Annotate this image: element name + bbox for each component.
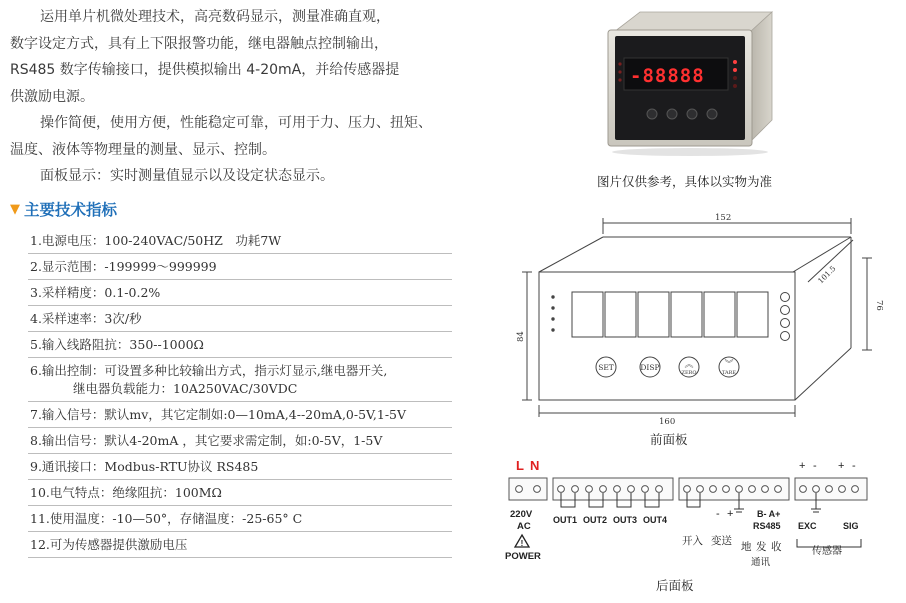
rs485-pins-label: B- A+ xyxy=(757,509,781,519)
spec-row-line: 继电器负载能力：10A250VAC/30VDC xyxy=(73,381,298,396)
power-voltage-label: 220V xyxy=(510,509,533,520)
spec-row: 7.输入信号：默认mv，其它定制如:0—10mA,4--20mA,0-5V,1-5V xyxy=(28,402,452,428)
intro-line: 供激励电源。 xyxy=(10,88,94,105)
spec-row: 12.可为传感器提供激励电压 xyxy=(28,532,452,558)
triangle-bullet-icon: ▼ xyxy=(10,201,20,217)
tare-button-label: TARE xyxy=(721,370,737,376)
dim-right-label: 76 xyxy=(874,300,884,311)
transmit-plus-label: + xyxy=(727,508,734,520)
rear-panel-caption: 后面板 xyxy=(656,578,694,593)
intro-line: 数字设定方式，具有上下限报警功能，继电器触点控制输出， xyxy=(10,35,388,52)
intro-line: 运用单片机微处理技术，高亮数码显示，测量准确直观， xyxy=(40,9,390,25)
tongxun-label: 通讯 xyxy=(751,557,771,568)
dim-top-label: 152 xyxy=(715,213,732,223)
spec-row: 2.显示范围：-199999～999999 xyxy=(28,254,452,280)
set-button-label: SET xyxy=(598,363,614,372)
spec-row xyxy=(28,358,452,402)
sig-minus-label: - xyxy=(852,460,856,472)
out3-label: OUT3 xyxy=(613,515,638,525)
intro-line: RS485 数字传输接口，提供模拟输出 4-20mA，并给传感器提 xyxy=(10,62,400,78)
sig-plus-label: + xyxy=(838,460,845,472)
spec-row: 11.使用温度：-10—50°，存储温度：-25-65° C xyxy=(28,506,452,532)
spec-row: 10.电气特点：绝缘阻抗：100MΩ xyxy=(28,480,452,506)
power-ac-label: AC xyxy=(517,521,531,532)
spec-list xyxy=(28,228,452,558)
spec-row: 8.输出信号：默认4-20mA ，其它要求需定制，如:0-5V，1-5V xyxy=(28,428,452,454)
bian-song-label: 变送 xyxy=(711,535,732,547)
spec-row: 9.通讯接口：Modbus-RTU协议 RS485 xyxy=(28,454,452,480)
power-label: POWER xyxy=(505,551,541,562)
dim-left-label: 84 xyxy=(516,331,526,342)
front-panel-caption: 前面板 xyxy=(650,432,688,447)
zero-button-label: ZERO xyxy=(681,370,697,376)
spec-row: 1.电源电压：100-240VAC/50HZ 功耗7W xyxy=(28,228,452,254)
exc-plus-label: + xyxy=(799,460,806,472)
out1-label: OUT1 xyxy=(553,515,578,525)
exc-label: EXC xyxy=(798,521,817,531)
svg-text:!: ! xyxy=(520,539,524,548)
front-panel-diagram xyxy=(505,200,900,442)
led-display-text: -88888 xyxy=(630,65,705,87)
spec-row: 5.输入线路阻抗：350--1000Ω xyxy=(28,332,452,358)
disp-button-label: DISP xyxy=(640,363,660,372)
out2-label: OUT2 xyxy=(583,515,608,525)
sensor-label: 传感器 xyxy=(812,546,842,557)
spec-row: 3.采样精度：0.1-0.2% xyxy=(28,280,452,306)
dim-depth-label: 101.5 xyxy=(816,263,838,286)
tare-down-icon: ︾ xyxy=(724,360,734,370)
intro-text xyxy=(10,4,460,190)
section-title xyxy=(10,198,117,220)
fa-label: 发 xyxy=(756,541,767,553)
product-photo xyxy=(600,2,780,160)
kai-ru-label: 开入 xyxy=(682,535,703,547)
n-label: N xyxy=(530,458,540,473)
l-label: L xyxy=(516,458,524,473)
spec-row: 4.采样速率：3次/秒 xyxy=(28,306,452,332)
transmit-minus-label: - xyxy=(716,508,720,520)
intro-line: 面板显示：实时测量值显示以及设定状态显示。 xyxy=(40,168,334,184)
di-label: 地 xyxy=(741,541,752,553)
exc-minus-label: - xyxy=(813,460,817,472)
photo-caption: 图片仅供参考，具体以实物为准 xyxy=(597,174,773,189)
dim-bottom-label: 160 xyxy=(659,417,676,427)
shou-label: 收 xyxy=(771,541,782,553)
rear-panel-diagram xyxy=(495,447,905,572)
section-title-text: 主要技术指标 xyxy=(24,201,118,219)
intro-line: 操作简便，使用方便，性能稳定可靠，可用于力、压力、扭矩、 xyxy=(40,115,432,131)
sig-label: SIG xyxy=(843,521,859,531)
zero-up-icon: ︽ xyxy=(684,360,694,370)
spec-row-line: 6.输出控制：可设置多种比较输出方式，指示灯显示,继电器开关, xyxy=(30,363,388,378)
out4-label: OUT4 xyxy=(643,515,668,525)
intro-line: 温度、液体等物理量的测量、显示、控制。 xyxy=(10,141,276,158)
rs485-label: RS485 xyxy=(753,521,781,531)
